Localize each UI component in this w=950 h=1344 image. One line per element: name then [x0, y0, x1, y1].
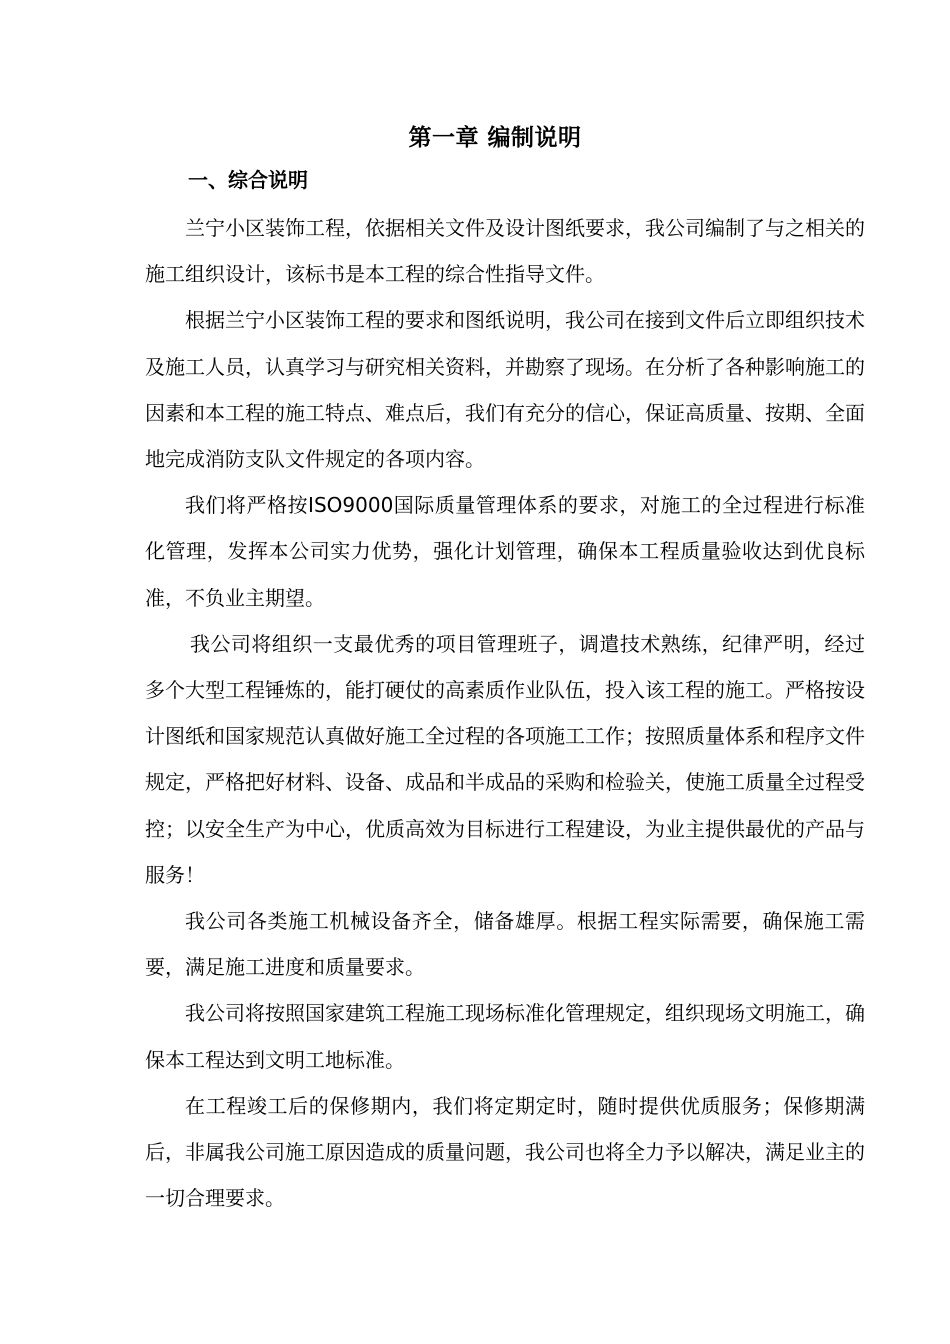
paragraph-4: 我公司将组织一支最优秀的项目管理班子，调遣技术熟练，纪律严明，经过多个大型工程锤炼的，能打硬仗的高素质作业队伍，投入该工程的施工。严格按设计图纸和国家规范认真做好施工全过程的各项施工工作；按照质量体系和程序文件规定，严格把好材料、设备、成品和半成品的采购和检验关，使施工质量全过程受控；以安全生产为中心，优质高效为目标进行工程建设，为业主提供最优的产品与服务！ [145, 631, 865, 887]
chapter-title: 第一章 编制说明 [408, 125, 582, 151]
body-text [145, 205, 865, 1221]
paragraph-7: 在工程竣工后的保修期内，我们将定期定时，随时提供优质服务；保修期满后，非属我公司施工原因造成的质量问题，我公司也将全力予以解决，满足业主的一切合理要求。 [145, 1093, 865, 1211]
paragraph-3: 我们将严格按ISO9000国际质量管理体系的要求，对施工的全过程进行标准化管理，发挥本公司实力优势，强化计划管理，确保本工程质量验收达到优良标准，不负业主期望。 [145, 493, 865, 610]
paragraph-2: 根据兰宁小区装饰工程的要求和图纸说明，我公司在接到文件后立即组织技术及施工人员，认真学习与研究相关资料，并勘察了现场。在分析了各种影响施工的因素和本工程的施工特点、难点后，我们有充分的信心，保证高质量、按期、全面地完成消防支队文件规定的各项内容。 [145, 308, 865, 472]
paragraph-6: 我公司将按照国家建筑工程施工现场标准化管理规定，组织现场文明施工，确保本工程达到文明工地标准。 [145, 1001, 865, 1072]
section-heading: 一、综合说明 [188, 168, 308, 192]
paragraph-5: 我公司各类施工机械设备齐全，储备雄厚。根据工程实际需要，确保施工需要，满足施工进度和质量要求。 [145, 909, 865, 980]
paragraph-1: 兰宁小区装饰工程，依据相关文件及设计图纸要求，我公司编制了与之相关的施工组织设计，该标书是本工程的综合性指导文件。 [145, 216, 865, 287]
